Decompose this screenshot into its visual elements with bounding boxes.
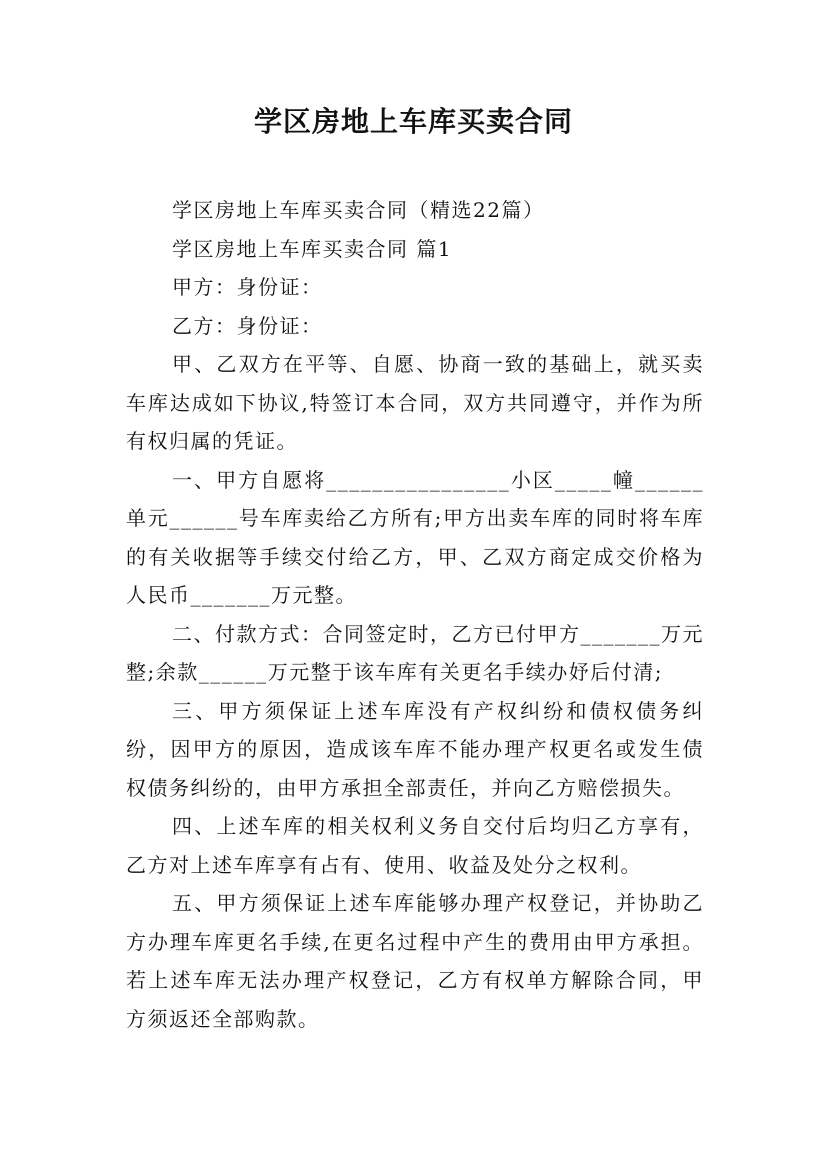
paragraph-clause-3: 三、甲方须保证上述车库没有产权纠纷和债权债务纠纷，因甲方的原因，造成该车库不能办理产权更名或发生债权债务纠纷的，由甲方承担全部责任，并向乙方赔偿损失。 [126, 698, 704, 800]
document-body [126, 191, 704, 1038]
paragraph-section-heading: 学区房地上车库买卖合同 篇1 [172, 236, 453, 261]
paragraph-clause-2: 二、付款方式：合同签定时，乙方已付甲方_______万元整;余款______万元整于该车库有关更名手续办妤后付清; [126, 621, 704, 684]
paragraph-party-a: 甲方：身份证： [172, 275, 323, 299]
paragraph-clause-5: 五、甲方须保证上述车库能够办理产权登记，并协助乙方办理车库更名手续,在更名过程中产生的费用由甲方承担。若上述车库无法办理产权登记，乙方有权单方解除合同，甲方须返还全部购款。 [126, 891, 704, 1031]
paragraph-clause-4: 四、上述车库的相关权利义务自交付后均归乙方享有，乙方对上述车库享有占有、使用、收益及处分之权利。 [126, 814, 704, 877]
paragraph-subtitle: 学区房地上车库买卖合同（精选22篇） [172, 198, 545, 222]
paragraph-preamble: 甲、乙双方在平等、自愿、协商一致的基础上，就买卖车库达成如下协议,特签订本合同，双方共同遵守，并作为所有权归属的凭证。 [126, 352, 704, 453]
document-title: 学区房地上车库买卖合同 [253, 105, 573, 138]
paragraph-party-b: 乙方：身份证： [172, 313, 323, 338]
paragraph-clause-1: 一、甲方自愿将________________小区_____幢______单元______号车库卖给乙方所有;甲方出卖车库的同时将车库的有关收据等手续交付给乙方，甲、乙双方商定成交价格为人民币_______万元整。 [126, 467, 704, 607]
